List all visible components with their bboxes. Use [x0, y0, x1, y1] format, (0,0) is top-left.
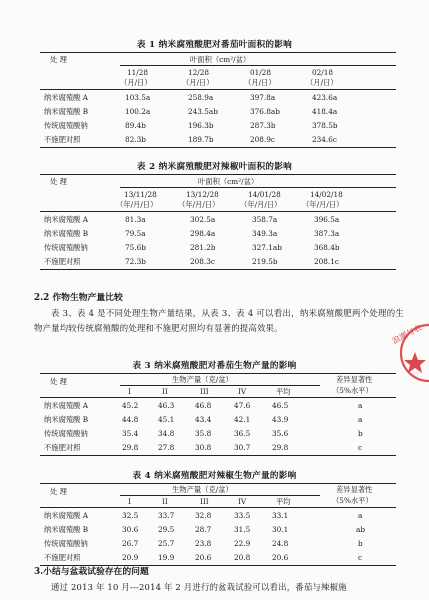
table2-date-unit-0: （年/月/日） [116, 200, 158, 209]
table4-cell: 33.7 [158, 511, 175, 520]
table4-group-header: 生物产量（克/盆） [172, 485, 233, 494]
table3-group-header: 生物产量（克/盆） [172, 375, 233, 384]
table1-date-unit-0: （月/日） [120, 78, 152, 87]
table1-group-header: 叶面积（cm²/盆） [190, 55, 251, 64]
table4-cell: 31.5 [234, 525, 251, 534]
table3-sig: c [358, 443, 363, 452]
table2-date-3: 14/02/18 [310, 190, 343, 199]
section-3-title: 3.小结与盆栽试验存在的问题 [34, 567, 149, 577]
table1-group-rule [120, 65, 396, 66]
table1-caption: 表 1 纳米腐殖酸肥对番茄叶面积的影响 [136, 40, 293, 50]
table4-cell: 20.6 [195, 553, 212, 562]
table1-date-unit-2: （月/日） [244, 78, 276, 87]
table3-cell: 45.1 [158, 415, 175, 424]
table2-date-0: 13/11/28 [124, 190, 157, 199]
table3-sig-header-2: （5%水平） [332, 386, 373, 395]
table4-cell: 30.1 [272, 525, 289, 534]
table1-treat-header: 处 理 [50, 55, 67, 64]
table1-cell: 423.6a [312, 93, 338, 102]
table3-cell: 42.1 [234, 415, 251, 424]
table1-cell: 189.7b [188, 135, 214, 144]
table2-cell: 208.1c [314, 257, 339, 266]
table1-cell: 100.2a [125, 107, 151, 116]
table1-cell: 378.5b [312, 121, 338, 130]
table3-cell: 27.8 [158, 443, 175, 452]
table1 [40, 52, 396, 160]
table2-cell: 302.5a [190, 215, 216, 224]
table3-cell: 30.8 [195, 443, 212, 452]
table3-cell: 29.8 [272, 443, 289, 452]
table3-top-rule [40, 373, 396, 374]
table4-cell: 32.5 [122, 511, 139, 520]
table4-rep-0: I [128, 497, 131, 506]
table2-cell: 75.6b [125, 243, 146, 252]
table2-cell: 327.1ab [252, 243, 282, 252]
table3-cell: 44.8 [122, 415, 139, 424]
table3-rep-4: 平均 [276, 387, 291, 396]
table1-date-2: 01/28 [250, 68, 272, 77]
table3-cell: 30.7 [234, 443, 251, 452]
table2-cell: 72.3b [125, 257, 146, 266]
table4-sig-header-2: （5%水平） [332, 496, 373, 505]
table2 [40, 174, 396, 278]
table2-row-1-name: 纳米腐殖酸 B [44, 229, 89, 238]
table2-cell: 368.4b [314, 243, 340, 252]
table3-cell: 43.9 [272, 415, 289, 424]
table3-sig: a [358, 401, 363, 410]
table2-group-rule [120, 187, 396, 188]
table4-cell: 33.5 [234, 511, 251, 520]
table3-cell: 36.5 [234, 429, 251, 438]
table3-treat-header: 处 理 [50, 377, 67, 386]
table4-top-rule [40, 483, 396, 484]
table4-cell: 20.8 [234, 553, 251, 562]
table4-header-rule [40, 507, 396, 508]
table2-row-2-name: 传统腐殖酸钠 [44, 243, 88, 252]
table1-row-0-name: 纳米腐殖酸 A [44, 93, 89, 102]
table4-cell: 25.7 [158, 539, 175, 548]
red-seal-stamp [383, 322, 429, 384]
table1-bottom-rule [40, 147, 396, 148]
table1-row-3-name: 不施肥对照 [44, 135, 81, 144]
table2-date-1: 13/12/28 [186, 190, 219, 199]
table2-cell: 281.2b [190, 243, 216, 252]
table3-cell: 35.8 [195, 429, 212, 438]
table1-date-unit-1: （月/日） [182, 78, 214, 87]
table4-cell: 33.1 [272, 511, 289, 520]
table3-cell: 43.4 [195, 415, 212, 424]
table2-cell: 81.3a [125, 215, 146, 224]
table4-rep-1: II [162, 497, 168, 506]
table2-date-2: 14/01/28 [248, 190, 281, 199]
table4-sig: a [358, 511, 363, 520]
table4-row-3-name: 不施肥对照 [44, 553, 81, 562]
table4-rep-3: IV [238, 497, 247, 506]
table4-sig: ab [356, 525, 366, 534]
table2-cell: 387.3a [314, 229, 340, 238]
table2-cell: 79.5a [125, 229, 146, 238]
table4-treat-header: 处 理 [50, 487, 67, 496]
table3-rep-2: III [200, 387, 209, 396]
table1-cell: 287.3b [250, 121, 276, 130]
table3-rep-3: IV [238, 387, 247, 396]
table4 [40, 483, 396, 575]
table3-rep-0: I [128, 387, 131, 396]
table4-cell: 20.9 [122, 553, 139, 562]
table1-cell: 103.5a [125, 93, 151, 102]
table4-cell: 29.5 [158, 525, 175, 534]
table3-cell: 29.8 [122, 443, 139, 452]
table3-cell: 47.6 [234, 401, 251, 410]
table2-cell: 349.3a [252, 229, 278, 238]
table3-cell: 34.8 [158, 429, 175, 438]
table2-date-unit-1: （年/月/日） [178, 200, 220, 209]
table1-cell: 418.4a [312, 107, 338, 116]
table1-header-rule [40, 89, 396, 90]
table4-row-1-name: 纳米腐殖酸 B [44, 525, 89, 534]
table3-row-3-name: 不施肥对照 [44, 443, 81, 452]
table3-caption: 表 3 纳米腐殖酸肥对番茄生物产量的影响 [132, 361, 297, 371]
table2-header-rule [40, 211, 396, 212]
table3-cell: 35.6 [272, 429, 289, 438]
table1-row-2-name: 传统腐殖酸钠 [44, 121, 88, 130]
table4-cell: 30.6 [122, 525, 139, 534]
table1-cell: 89.4b [125, 121, 146, 130]
table3-rep-1: II [162, 387, 168, 396]
table3-row-0-name: 纳米腐殖酸 A [44, 401, 89, 410]
table1-row-1-name: 纳米腐殖酸 B [44, 107, 89, 116]
table3-sig: b [358, 429, 363, 438]
table3-row-2-name: 传统腐殖酸钠 [44, 429, 88, 438]
table4-cell: 28.7 [195, 525, 212, 534]
table1-date-1: 12/28 [188, 68, 210, 77]
table3-sig: a [358, 415, 363, 424]
table1-date-0: 11/28 [127, 68, 149, 77]
table4-rep-2: III [200, 497, 209, 506]
table1-date-unit-3: （月/日） [306, 78, 338, 87]
table4-rep-4: 平均 [276, 497, 291, 506]
table2-bottom-rule [40, 269, 396, 270]
table2-row-3-name: 不施肥对照 [44, 257, 81, 266]
section-3-paragraph: 通过 2013 年 10 月---2014 年 2 月进行的盆栽试验可以看出，番茄与辣椒施 [51, 582, 347, 592]
table4-cell: 32.8 [195, 511, 212, 520]
table4-cell: 26.7 [122, 539, 139, 548]
table3-group-rule [120, 385, 320, 386]
table2-cell: 396.5a [314, 215, 340, 224]
table4-sig: b [358, 539, 363, 548]
table4-row-0-name: 纳米腐殖酸 A [44, 511, 89, 520]
table3-cell: 35.4 [122, 429, 139, 438]
table3-sig-header-1: 差异显著性 [336, 375, 373, 384]
section-2-2-paragraph: 表 3、表 4 是不同处理生物产量结果，从表 3、表 4 可以看出，纳米腐殖酸肥两个处理的生物产量均较传统腐殖酸的处理和不施肥对照均有显著的提高效果。 [34, 308, 404, 333]
table2-caption: 表 2 纳米腐殖酸肥对辣椒叶面积的影响 [136, 162, 293, 172]
table3-cell: 46.5 [272, 401, 289, 410]
table3-header-rule [40, 397, 396, 398]
table3-bottom-rule [40, 455, 396, 456]
table2-treat-header: 处 理 [50, 177, 67, 186]
table2-date-unit-2: （年/月/日） [240, 200, 282, 209]
table4-cell: 20.6 [272, 553, 289, 562]
table3-cell: 46.8 [195, 401, 212, 410]
table4-cell: 24.8 [272, 539, 289, 548]
table4-row-2-name: 传统腐殖酸钠 [44, 539, 88, 548]
table4-cell: 19.9 [158, 553, 175, 562]
table3-row-1-name: 纳米腐殖酸 B [44, 415, 89, 424]
table4-sig-header-1: 差异显著性 [336, 485, 373, 494]
table2-cell: 208.3c [190, 257, 215, 266]
table1-top-rule [40, 52, 396, 53]
table1-cell: 258.9a [188, 93, 214, 102]
table2-group-header: 叶面积（cm²/盆） [198, 177, 259, 186]
seal-text: 浪潮与农 [390, 322, 424, 346]
section-2-2-title: 2.2 作物生物产量比较 [34, 293, 123, 303]
table2-cell: 358.7a [252, 215, 278, 224]
table1-cell: 234.6c [312, 135, 337, 144]
table1-cell: 82.3b [125, 135, 146, 144]
table3 [40, 373, 396, 465]
table4-caption: 表 4 纳米腐殖酸肥对辣椒生物产量的影响 [132, 471, 297, 481]
table3-cell: 45.2 [122, 401, 139, 410]
table2-date-unit-3: （年/月/日） [302, 200, 344, 209]
table1-cell: 376.8ab [250, 107, 280, 116]
table1-cell: 243.5ab [188, 107, 218, 116]
table1-cell: 208.9c [250, 135, 275, 144]
table1-cell: 397.8a [250, 93, 276, 102]
table2-row-0-name: 纳米腐殖酸 A [44, 215, 89, 224]
table1-cell: 196.3b [188, 121, 214, 130]
table4-group-rule [120, 495, 320, 496]
table4-cell: 23.8 [195, 539, 212, 548]
table2-cell: 298.4a [190, 229, 216, 238]
table2-top-rule [40, 174, 396, 175]
table4-cell: 22.9 [234, 539, 251, 548]
table2-cell: 219.5b [252, 257, 278, 266]
table3-cell: 46.3 [158, 401, 175, 410]
table4-sig: c [358, 553, 363, 562]
table1-date-3: 02/18 [312, 68, 334, 77]
